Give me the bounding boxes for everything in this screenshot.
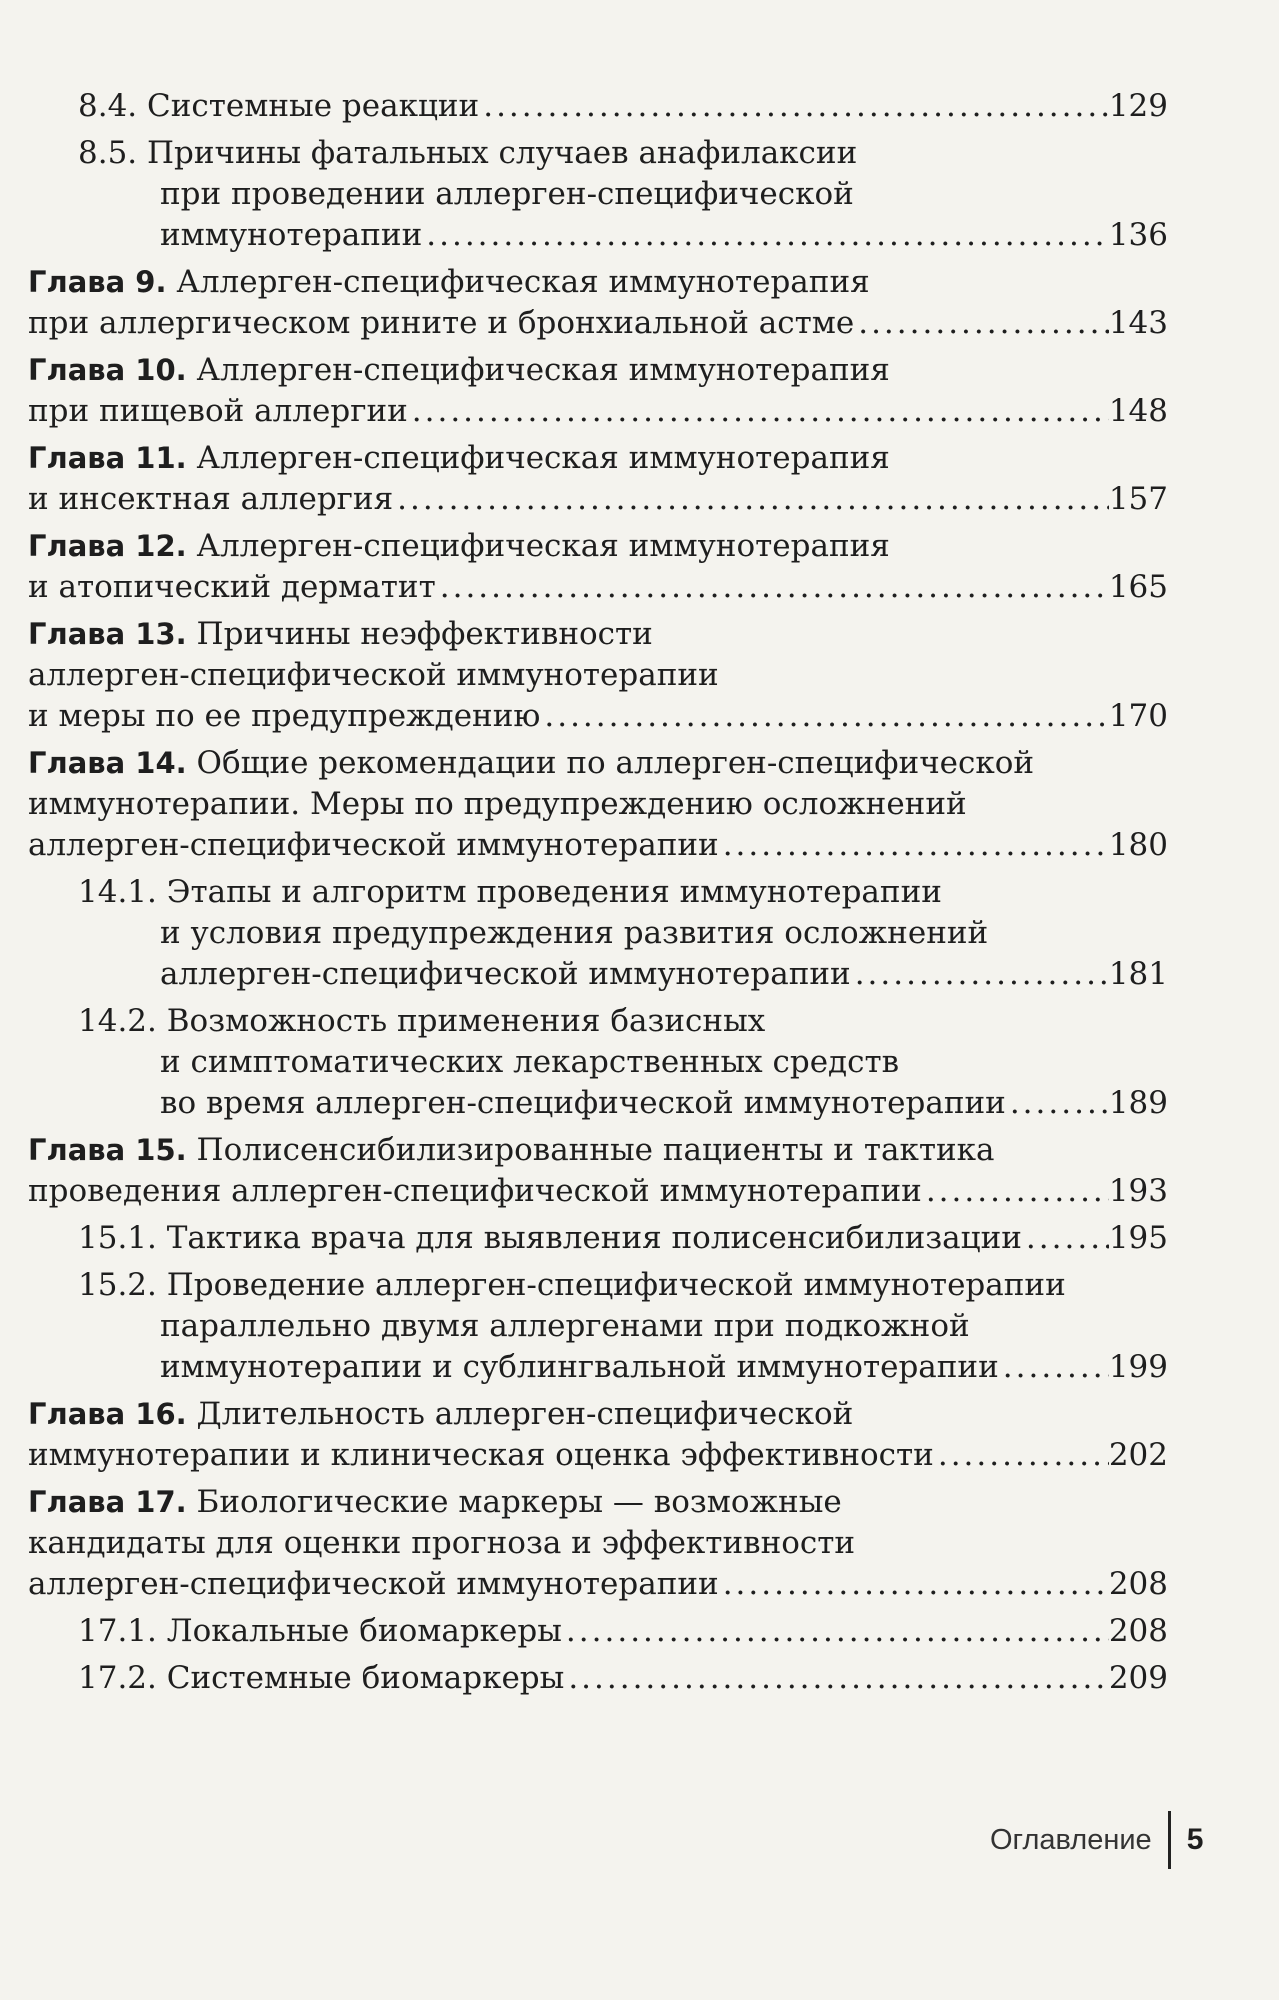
- toc-line: [28, 696, 1168, 737]
- toc-entry-number: 17.2.: [78, 1660, 157, 1696]
- dot-leader: [922, 1171, 1109, 1212]
- toc-line: [28, 743, 1168, 784]
- toc-page-number: 199: [1108, 1349, 1168, 1385]
- toc-entry-title: Тактика врача для выявления полисенсибилизации: [166, 1220, 1022, 1256]
- toc-entry-title: кандидаты для оценки прогноза и эффективности: [28, 1525, 856, 1561]
- dot-leader: [564, 1658, 1109, 1699]
- toc-entry-title: и атопический дерматит: [28, 569, 436, 605]
- toc-page-number: 189: [1108, 1085, 1168, 1121]
- toc-page-number: 202: [1108, 1437, 1168, 1473]
- toc-section-entry[interactable]: [28, 133, 1168, 256]
- toc-entry-number: Глава 16.: [28, 1397, 187, 1431]
- dot-leader: [540, 696, 1108, 737]
- toc-line: [78, 86, 1168, 127]
- toc-chapter-entry[interactable]: [28, 262, 1168, 344]
- toc-line: [28, 567, 1168, 608]
- toc-line: [78, 1218, 1168, 1259]
- toc-entry-title: Аллерген-специфическая иммунотерапия: [176, 264, 870, 300]
- dot-leader: [1022, 1218, 1109, 1259]
- toc-entry-title: Системные биомаркеры: [166, 1660, 565, 1696]
- toc-entry-title: Этапы и алгоритм проведения иммунотерапии: [166, 874, 942, 910]
- toc-entry-title: Причины фатальных случаев анафилаксии: [147, 135, 858, 171]
- table-of-contents: [28, 86, 1168, 1705]
- toc-page-number: 170: [1108, 698, 1168, 734]
- toc-line: [78, 913, 1168, 954]
- toc-line: [78, 174, 1168, 215]
- toc-entry-number: 14.1.: [78, 874, 157, 910]
- toc-section-entry[interactable]: [28, 1265, 1168, 1388]
- toc-entry-title: параллельно двумя аллергенами при подкожной: [160, 1308, 970, 1344]
- dot-leader: [408, 391, 1109, 432]
- page-footer: [990, 1810, 1203, 1870]
- dot-leader: [436, 567, 1109, 608]
- toc-page-number: 195: [1108, 1220, 1168, 1256]
- toc-entry-title: Общие рекомендации по аллерген-специфической: [196, 745, 1035, 781]
- toc-page-number: 208: [1108, 1613, 1168, 1649]
- dot-leader: [422, 215, 1109, 256]
- toc-page-number: 129: [1108, 88, 1168, 124]
- toc-chapter-entry[interactable]: [28, 743, 1168, 866]
- toc-entry-number: Глава 12.: [28, 529, 187, 563]
- toc-section-entry[interactable]: [28, 1611, 1168, 1652]
- toc-entry-title: иммунотерапии и клиническая оценка эффективности: [28, 1437, 934, 1473]
- toc-line: [78, 954, 1168, 995]
- toc-entry-title: и меры по ее предупреждению: [28, 698, 541, 734]
- dot-leader: [854, 303, 1109, 344]
- toc-entry-number: 8.5.: [78, 135, 138, 171]
- toc-line: [78, 1083, 1168, 1124]
- page-number: 5: [1186, 1823, 1204, 1856]
- toc-entry-title: и условия предупреждения развития осложнений: [160, 915, 989, 951]
- toc-entry-title: иммунотерапии и сублингвальной иммунотерапии: [160, 1349, 999, 1385]
- toc-entry-title: при аллергическом рините и бронхиальной астме: [28, 305, 855, 341]
- toc-line: [28, 1482, 1168, 1523]
- toc-page-number: 180: [1108, 827, 1168, 863]
- toc-entry-number: Глава 13.: [28, 617, 187, 651]
- toc-page-number: 208: [1108, 1566, 1168, 1602]
- toc-entry-number: Глава 10.: [28, 353, 187, 387]
- toc-chapter-entry[interactable]: [28, 1482, 1168, 1605]
- dot-leader: [1006, 1083, 1109, 1124]
- dot-leader: [479, 86, 1109, 127]
- toc-entry-number: 17.1.: [78, 1613, 157, 1649]
- toc-entry-number: 15.2.: [78, 1267, 157, 1303]
- toc-line: [28, 526, 1168, 567]
- toc-page-number: 143: [1108, 305, 1168, 341]
- toc-entry-title: проведения аллерген-специфической иммунотерапии: [28, 1173, 922, 1209]
- toc-entry-number: 14.2.: [78, 1003, 157, 1039]
- toc-page-number: 157: [1108, 481, 1168, 517]
- toc-line: [28, 1564, 1168, 1605]
- toc-line: [28, 350, 1168, 391]
- toc-entry-title: при пищевой аллергии: [28, 393, 408, 429]
- toc-entry-title: при проведении аллерген-специфической: [160, 176, 854, 212]
- toc-line: [28, 438, 1168, 479]
- toc-entry-title: Биологические маркеры — возможные: [196, 1484, 842, 1520]
- toc-entry-title: Аллерген-специфическая иммунотерапия: [196, 352, 890, 388]
- toc-entry-title: иммунотерапии. Меры по предупреждению осложнений: [28, 786, 967, 822]
- dot-leader: [719, 1564, 1109, 1605]
- toc-section-entry[interactable]: [28, 1658, 1168, 1699]
- toc-chapter-entry[interactable]: [28, 1394, 1168, 1476]
- toc-entry-title: иммунотерапии: [160, 217, 423, 253]
- toc-entry-title: и симптоматических лекарственных средств: [160, 1044, 900, 1080]
- toc-line: [78, 1042, 1168, 1083]
- toc-line: [78, 133, 1168, 174]
- toc-line: [28, 262, 1168, 303]
- toc-entry-title: и инсектная аллергия: [28, 481, 394, 517]
- toc-line: [28, 1130, 1168, 1171]
- toc-chapter-entry[interactable]: [28, 526, 1168, 608]
- toc-entry-title: Аллерген-специфическая иммунотерапия: [196, 440, 890, 476]
- toc-entry-title: Возможность применения базисных: [166, 1003, 766, 1039]
- toc-entry-number: Глава 14.: [28, 746, 187, 780]
- toc-entry-title: Полисенсибилизированные пациенты и тактика: [196, 1132, 995, 1168]
- dot-leader: [999, 1347, 1109, 1388]
- toc-line: [28, 1171, 1168, 1212]
- toc-entry-number: 15.1.: [78, 1220, 157, 1256]
- toc-entry-number: 8.4.: [78, 88, 138, 124]
- toc-entry-title: Длительность аллерген-специфической: [196, 1396, 854, 1432]
- toc-chapter-entry[interactable]: [28, 350, 1168, 432]
- toc-page-number: 209: [1108, 1660, 1168, 1696]
- toc-line: [28, 479, 1168, 520]
- toc-entry-title: Локальные биомаркеры: [166, 1613, 562, 1649]
- toc-entry-title: Системные реакции: [147, 88, 480, 124]
- toc-line: [28, 1435, 1168, 1476]
- toc-entry-title: Причины неэффективности: [196, 616, 653, 652]
- toc-line: [78, 1347, 1168, 1388]
- running-header-title: Оглавление: [990, 1823, 1152, 1856]
- toc-page-number: 136: [1108, 217, 1168, 253]
- toc-line: [28, 825, 1168, 866]
- toc-line: [78, 215, 1168, 256]
- toc-line: [28, 303, 1168, 344]
- toc-entry-title: Аллерген-специфическая иммунотерапия: [196, 528, 890, 564]
- toc-line: [28, 1394, 1168, 1435]
- toc-section-entry[interactable]: [28, 86, 1168, 127]
- toc-line: [28, 784, 1168, 825]
- toc-entry-number: Глава 9.: [28, 265, 167, 299]
- toc-line: [28, 391, 1168, 432]
- toc-entry-title: аллерген-специфической иммунотерапии: [28, 657, 719, 693]
- toc-line: [28, 655, 1168, 696]
- toc-line: [78, 1306, 1168, 1347]
- toc-entry-title: аллерген-специфической иммунотерапии: [28, 1566, 719, 1602]
- dot-leader: [851, 954, 1109, 995]
- toc-line: [28, 614, 1168, 655]
- toc-entry-title: аллерген-специфической иммунотерапии: [160, 956, 851, 992]
- toc-section-entry[interactable]: [28, 872, 1168, 995]
- toc-page-number: 148: [1108, 393, 1168, 429]
- toc-line: [28, 1523, 1168, 1564]
- toc-line: [78, 1611, 1168, 1652]
- toc-entry-number: Глава 11.: [28, 441, 187, 475]
- toc-chapter-entry[interactable]: [28, 1130, 1168, 1212]
- toc-page-number: 181: [1108, 956, 1168, 992]
- toc-chapter-entry[interactable]: [28, 438, 1168, 520]
- dot-leader: [719, 825, 1109, 866]
- toc-line: [78, 1001, 1168, 1042]
- toc-line: [78, 1658, 1168, 1699]
- toc-page-number: 193: [1108, 1173, 1168, 1209]
- toc-entry-number: Глава 15.: [28, 1133, 187, 1167]
- toc-entry-title: во время аллерген-специфической иммунотерапии: [160, 1085, 1006, 1121]
- toc-entry-number: Глава 17.: [28, 1485, 187, 1519]
- toc-section-entry[interactable]: [28, 1001, 1168, 1124]
- toc-section-entry[interactable]: [28, 1218, 1168, 1259]
- toc-line: [78, 1265, 1168, 1306]
- dot-leader: [562, 1611, 1109, 1652]
- dot-leader: [934, 1435, 1109, 1476]
- dot-leader: [393, 479, 1109, 520]
- toc-line: [78, 872, 1168, 913]
- toc-entry-title: аллерген-специфической иммунотерапии: [28, 827, 719, 863]
- toc-chapter-entry[interactable]: [28, 614, 1168, 737]
- toc-page-number: 165: [1108, 569, 1168, 605]
- toc-entry-title: Проведение аллерген-специфической иммунотерапии: [166, 1267, 1066, 1303]
